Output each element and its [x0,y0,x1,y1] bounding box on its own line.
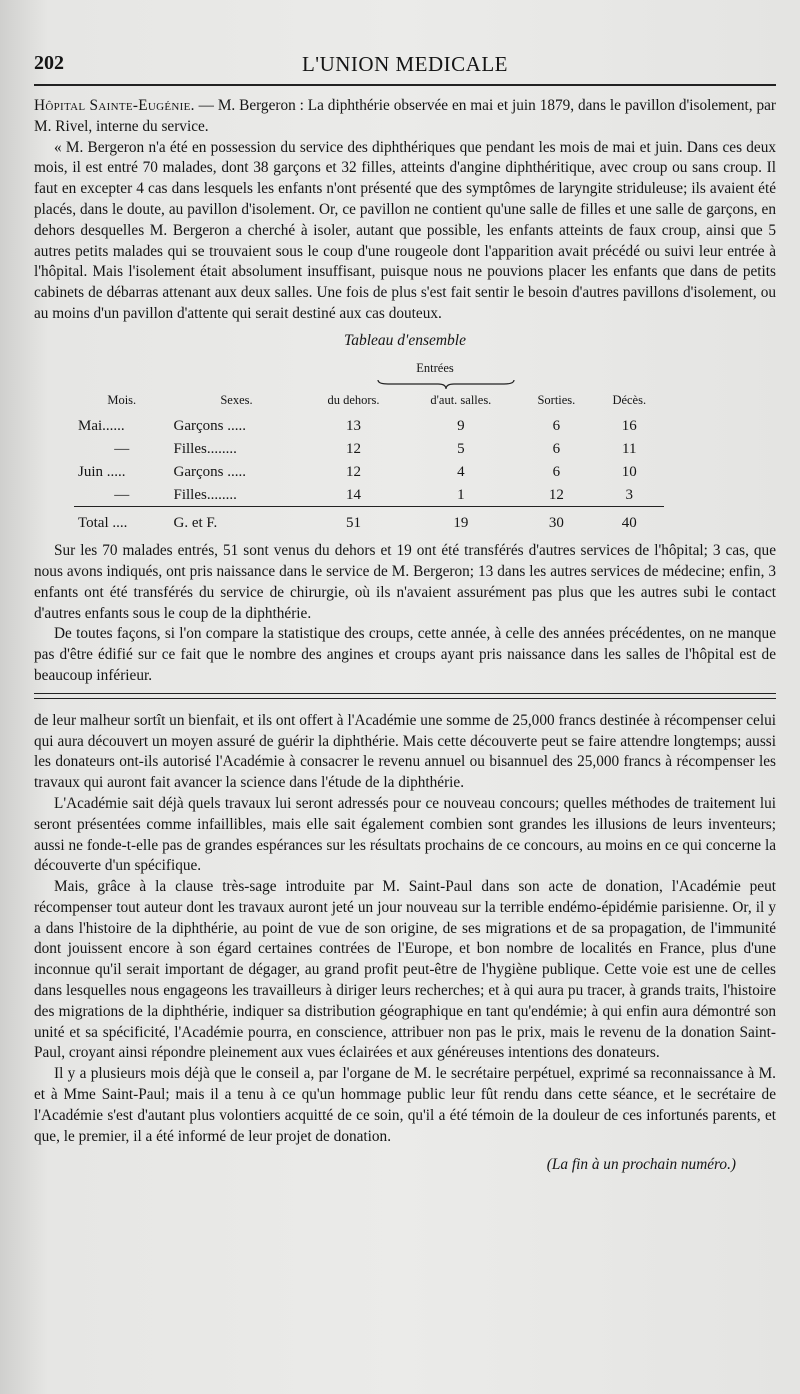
cell-dehors: 12 [345,463,361,480]
page-number: 202 [34,52,64,74]
table-header-row [74,390,664,415]
cell-salles: 9 [457,418,465,435]
brace-icon [376,378,516,390]
cell-mois: — [114,440,130,457]
cell-sorties: 6 [552,440,561,457]
cell-salles: 4 [457,463,465,480]
cell-sexe: Garçons ..... [173,463,246,480]
cell-mois: Mai...... [78,418,125,435]
cell-salles: 19 [403,507,518,535]
col-header-dehors: du dehors. [327,393,380,408]
cell-sorties: 30 [518,507,594,535]
table-row [74,461,664,484]
article-body [34,96,776,1176]
paragraph-6: Mais, grâce à la clause très-sage introduite par M. Saint-Paul dans son acte de donation, l'Académie peut récompenser tout auteur dont les travaux auront jeté un jour nouveau sur la terrible endémo-épidémie parisienne. Or, il y a dans l'histoire de la diphthérie, au point de vue de son origine, de ses migrations et de sa propagation, de l'immunité dont jouissent encore à son égard certaines contrées de l'Europe, et bon nombre de localités en France, plus d'une inconnue qu'il serait important de dégager, au grand profit peut-être de l'hygiène publique. Cette voie est une de celles dans lesquelles nous engageons les travailleurs à diriger leurs recherches; et à qui aura pu tracer, à grands traits, l'histoire des migrations de la diphthérie, indiquer sa distribution géographique en tant qu'endémie; à qui enfin aura démontré son unité et sa spécificité, l'Académie pourra, en conscience, attribuer non pas le prix, mais le revenu de la donation Saint-Paul, croyant ainsi répondre pleinement aux vues éclairées et aux généreuses intentions des donateurs. [34,878,776,1062]
cell-sorties: 12 [548,486,564,503]
cell-deces: 10 [621,463,637,480]
paragraph-4: de leur malheur sortît un bienfait, et ils ont offert à l'Académie une somme de 25,000 francs destinée à récompenser celui qui aura découvert un moyen assuré de guérir la diphthérie. Mais cette découverte peut se faire attendre longtemps; aussi les donateurs ont-ils autorisé l'Académie à consacrer le revenu annuel ou bisannuel des 25,000 francs à récompenser les travaux qui auront fait avancer la science dans l'étude de la diphthérie. [34,711,776,792]
continuation-note: (La fin à un prochain numéro.) [546,1156,736,1174]
running-title: L'UNION MEDICALE [301,52,508,76]
cell-sexe: G. et F. [169,507,303,535]
paragraph-1: « M. Bergeron n'a été en possession du service des diphthériques que pendant les mois de mai et juin. Dans ces deux mois, il est entré 70 malades, dont 38 garçons et 32 filles, atteints d'angine diphthéritique, avec croup ou sans croup. Il faut en excepter 4 cas dans lesquels les enfants n'ont présenté que des symptômes de laryngite striduleuse; ils avaient été placés, dans le doute, au pavillon d'isolement. Or, ce pavillon ne contient qu'une salle de filles et une salle de garçons, en dehors desquelles M. Bergeron a cherché à isoler, autant que possible, les enfants atteints de faux croup, ainsi que 5 autres petits malades qui se trouvaient sous le coup d'une rougeole dont l'apparition avait précédé ou suivi leur entrée à l'hôpital. Mais l'isolement était absolument insuffisant, puisque nous ne pouvions placer les enfants que dans de petits cabinets de débarras attenant aux deux salles. Une fois de plus s'est fait sentir le besoin d'autres pavillons d'isolement, ou au moins d'un pavillon d'attente qui serait destiné aux cas douteux. [34,138,776,322]
cell-sorties: 6 [552,418,561,435]
cell-dehors: 51 [303,507,403,535]
cell-deces: 3 [625,486,634,503]
cell-dehors: 13 [345,418,361,435]
col-header-deces: Décès. [612,393,647,408]
cell-sexe: Filles........ [173,440,237,457]
stats-table [74,390,664,535]
table-row [74,484,664,507]
table-total-row [74,507,664,535]
col-header-salles: d'aut. salles. [430,393,492,408]
cell-dehors: 14 [345,486,361,503]
cell-deces: 40 [595,507,664,535]
intro-rest: — M. Bergeron : La diphthérie observée en mai et juin 1879, dans le pavillon d'isolement, par M. Rivel, interne du service. [34,97,776,135]
cell-salles: 1 [457,486,465,503]
cell-sexe: Filles........ [173,486,237,503]
cell-mois: Juin ..... [78,463,126,480]
table-row [74,415,664,438]
table-title: Tableau d'ensemble [344,331,466,349]
header-rule [34,84,776,86]
cell-sexe: Garçons ..... [173,418,246,435]
cell-mois: Total .... [74,507,169,535]
cell-salles: 5 [457,440,465,457]
section-divider [34,693,776,699]
paragraph-3: De toutes façons, si l'on compare la statistique des croups, cette année, à celle des années précédentes, on ne manque pas d'être édifié sur ce fait que le nombre des angines et croups ayant pris naissance dans les salles de l'hôpital est de beaucoup inférieur. [34,625,776,684]
paragraph-5: L'Académie sait déjà quels travaux lui seront adressés pour ce nouveau concours; quelles méthodes de traitement lui seront présentées comme infaillibles, mais elle sait également combien sont grandes les illusions de leurs inventeurs; aussi ne fonde-t-elle pas de grandes espérances sur les résultats prochains de ce concours, au moins en ce qui concerne la découverte d'un spécifique. [34,794,776,875]
cell-mois: — [114,486,130,503]
col-header-sorties: Sorties. [537,393,576,408]
stats-table-block [34,331,776,535]
cell-deces: 11 [622,440,637,457]
paragraph-7: Il y a plusieurs mois déjà que le conseil a, par l'organe de M. le secrétaire perpétuel, exprimé sa reconnaissance à M. et à Mme Saint-Paul; mais il a tenu à ce qu'un hommage public leur fût rendu dans cette séance, et le secrétaire de l'Académie s'est d'autant plus volontiers acquitté de ce soin, qu'il a été témoin de la douleur de ces infortunés parents, et que, le premier, il a été informé de leur projet de donation. [34,1065,776,1145]
intro-lead: Hôpital Sainte-Eugénie. [34,97,195,114]
paragraph-2: Sur les 70 malades entrés, 51 sont venus du dehors et 19 ont été transférés d'autres services de l'hôpital; 3 cas, que nous avons indiqués, ont pris naissance dans le service de M. Bergeron; 13 dans les autres services de médecine; enfin, 3 enfants ont été transférés du service de chirurgie, où ils n'avaient assurément pas plus que les autres subi le contact d'autres enfants sous le coup de la diphthérie. [34,542,776,622]
cell-dehors: 12 [345,440,361,457]
col-header-sexes: Sexes. [220,393,253,408]
cell-deces: 16 [621,418,637,435]
table-row [74,438,664,461]
table-group-header: Entrées [416,360,454,375]
intro-paragraph [34,96,776,138]
page-header [34,48,776,84]
col-header-mois: Mois. [107,393,137,408]
cell-sorties: 6 [552,463,561,480]
